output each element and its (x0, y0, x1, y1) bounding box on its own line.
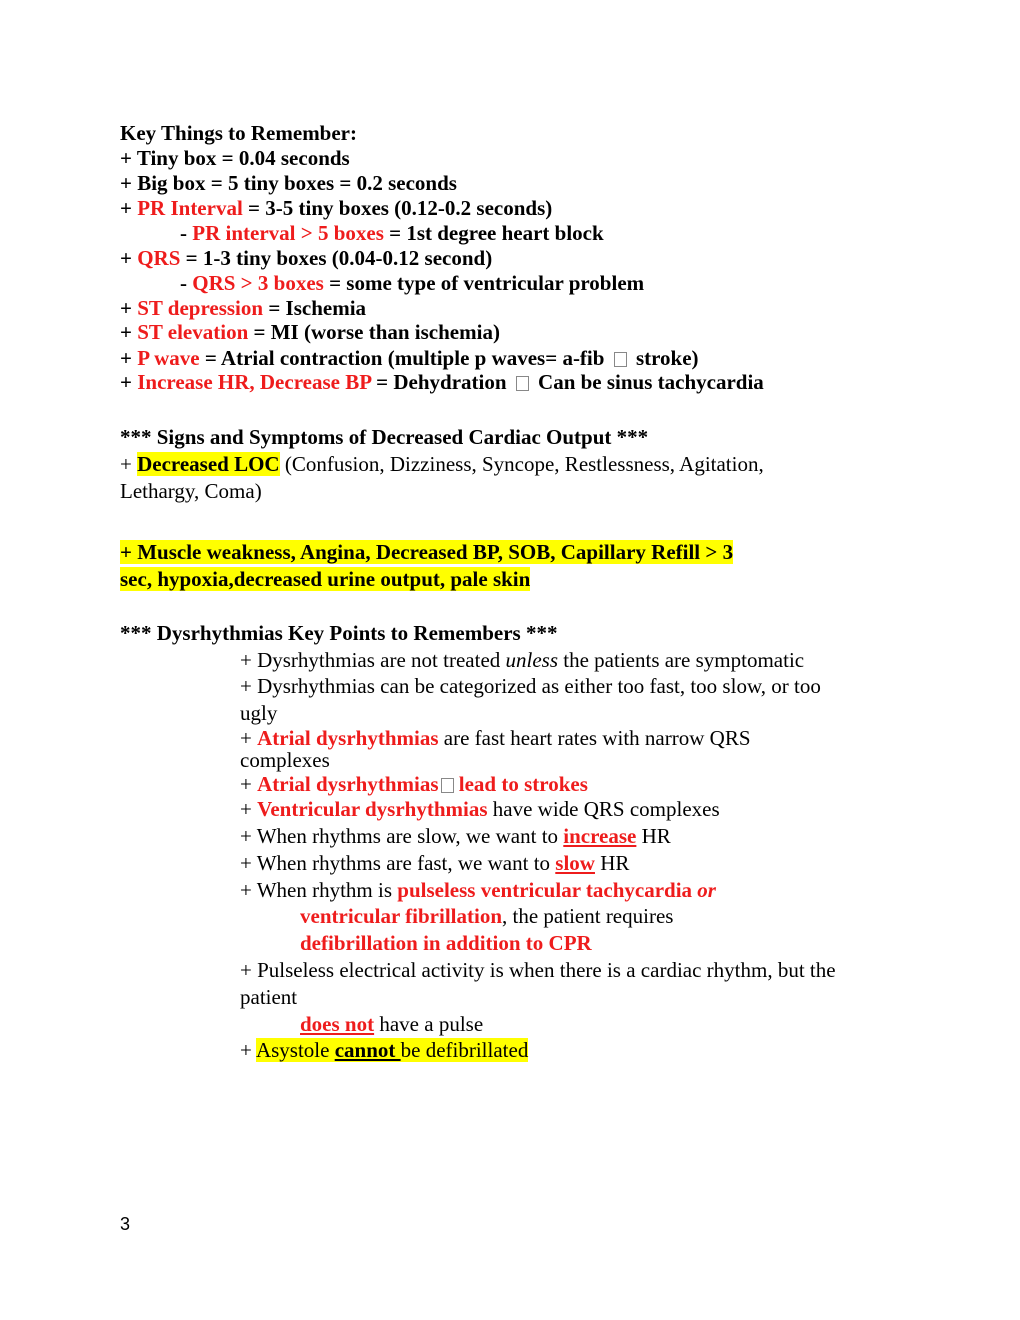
pr-interval-block-line: - PR interval > 5 boxes = 1st degree heart block (180, 221, 604, 245)
tiny-box-line: + Tiny box = 0.04 seconds (120, 146, 350, 170)
pr-interval-line: + PR Interval = 3-5 tiny boxes (0.12-0.2 seconds) (120, 196, 553, 220)
pea-line: + Pulseless electrical activity is when there is a cardiac rhythm, but the (240, 958, 836, 982)
dysrhythmias-heading: *** Dysrhythmias Key Points to Remembers *** (120, 621, 558, 645)
missing-glyph-box (441, 778, 454, 793)
big-box-line: + Big box = 5 tiny boxes = 0.2 seconds (120, 171, 457, 195)
no-pulse-line: does not have a pulse (300, 1012, 484, 1036)
fast-rhythm-line: + When rhythms are fast, we want to slow HR (240, 851, 630, 875)
lethargy-line: Lethargy, Coma) (120, 479, 262, 503)
qrs-line: + QRS = 1-3 tiny boxes (0.04-0.12 second) (120, 246, 493, 270)
defibrillation-line: defibrillation in addition to CPR (300, 931, 592, 955)
st-elevation-line: + ST elevation = MI (worse than ischemia) (120, 320, 500, 344)
cardiac-output-heading: *** Signs and Symptoms of Decreased Cardiac Output *** (120, 425, 649, 449)
categorized-line-2: ugly (240, 701, 278, 725)
missing-glyph-box (614, 352, 627, 367)
page-number: 3 (120, 1214, 131, 1234)
categorized-line: + Dysrhythmias can be categorized as either too fast, too slow, or too (240, 674, 821, 698)
highlight-line-2: sec, hypoxia,decreased urine output, pale skin (120, 567, 531, 591)
missing-glyph-box (516, 376, 529, 391)
dehydration-line: + Increase HR, Decrease BP = Dehydration Can be sinus tachycardia (120, 370, 764, 394)
atrial-strokes-line: + Atrial dysrhythmias lead to strokes (240, 772, 588, 796)
atrial-fast-line: + Atrial dysrhythmias are fast heart rates with narrow QRS (240, 726, 751, 750)
qrs-problem-line: - QRS > 3 boxes = some type of ventricular problem (180, 271, 645, 295)
pea-line-2: patient (240, 985, 298, 1009)
slow-rhythm-line: + When rhythms are slow, we want to increase HR (240, 824, 671, 848)
asystole-word: Asystole (255, 1038, 335, 1062)
p-wave-line: + P wave = Atrial contraction (multiple p waves= a-fib stroke) (120, 346, 699, 370)
vfib-line: ventricular fibrillation, the patient requires (300, 904, 674, 928)
key-things-heading: Key Things to Remember: (120, 121, 357, 145)
asystole-line: + Asystole cannot be defibrillated (240, 1038, 529, 1062)
ventricular-line: + Ventricular dysrhythmias have wide QRS complexes (240, 797, 720, 821)
not-treated-line: + Dysrhythmias are not treated unless the patients are symptomatic (240, 648, 805, 672)
decreased-loc-line: + Decreased LOC (Confusion, Dizziness, Syncope, Restlessness, Agitation, (120, 452, 764, 476)
pulseless-vt-line: + When rhythm is pulseless ventricular tachycardia or (240, 878, 716, 902)
highlight-line-1: + Muscle weakness, Angina, Decreased BP, SOB, Capillary Refill > 3 (120, 540, 734, 564)
st-depression-line: + ST depression = Ischemia (120, 296, 367, 320)
atrial-fast-line-2: complexes (240, 748, 330, 772)
